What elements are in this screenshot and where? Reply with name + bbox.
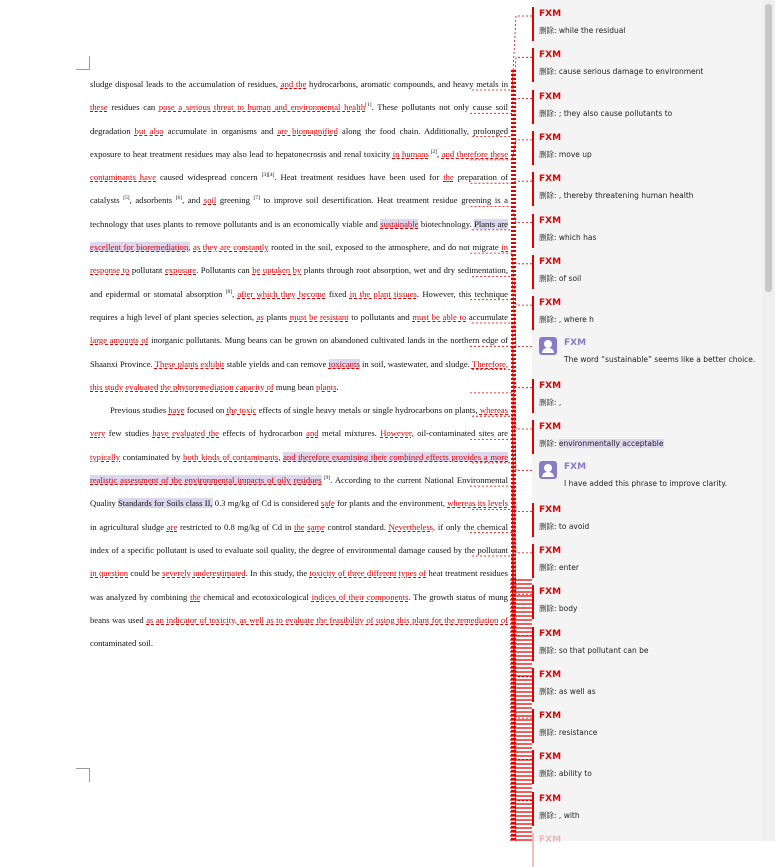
inserted-text: in the plant tissues (349, 288, 417, 299)
balloon-accent-bar (532, 172, 534, 206)
comment-text (539, 438, 664, 449)
inserted-text: have evaluated the (152, 428, 219, 439)
text-run: . Heat treatment residues have been used for (274, 172, 444, 183)
inserted-text: whereas very (90, 405, 509, 439)
text-run: pollutant (129, 265, 166, 276)
balloon-accent-bar (532, 296, 534, 330)
text-run: hydrocarbons, aromatic compounds, and heavy metals in (306, 79, 509, 89)
text-run: biotechnology. (418, 218, 475, 229)
text-run: accumulate in organisms and (163, 125, 278, 136)
comment-author: FXM (539, 174, 562, 185)
inserted-text: the toxic (226, 405, 257, 416)
citation-ref: [6] (175, 195, 183, 202)
inserted-text: as they are constantly (193, 242, 269, 253)
text-run: oil-contaminated sites are (413, 428, 508, 439)
citation-ref: [1] (365, 102, 372, 109)
deletion-label: 删除: (539, 521, 557, 531)
deleted-text: enter (558, 562, 579, 572)
text-run: contaminated by (120, 451, 184, 462)
inserted-text: in humans (392, 148, 429, 159)
comment-text (539, 521, 589, 532)
text-run: . In this study, the (245, 568, 310, 579)
comment-author: FXM (539, 215, 562, 226)
deleted-text: while the residual (558, 26, 626, 35)
text-run: focused on (184, 405, 227, 416)
deletion-label: 删除: (539, 645, 557, 655)
text-run: residues can (107, 102, 159, 113)
comment-text (539, 810, 580, 821)
inserted-text: and therefore these contaminants have (90, 148, 509, 183)
comment-text (539, 108, 672, 119)
deleted-text: ; they also cause pollutants to (558, 108, 673, 118)
inserted-text: indices of their components (311, 591, 409, 602)
comment-author: FXM (564, 338, 587, 349)
crop-mark-top-left-h (76, 69, 90, 70)
deleted-text: as well as (558, 686, 596, 696)
paragraph-2[interactable] (90, 399, 508, 655)
inserted-text: large amounts of (90, 335, 149, 346)
text-run: preparation of catalysts (90, 172, 509, 206)
inserted-text: severely underestimated (162, 568, 246, 579)
crop-mark-bottom-left-h (76, 768, 90, 769)
balloon-accent-bar (532, 750, 534, 784)
comment-text (539, 232, 596, 243)
text-run: chemical and ecotoxicological (200, 591, 312, 602)
text-run: restricted to 0.8 mg/kg of Cd in (177, 521, 295, 532)
comment-author: FXM (539, 835, 562, 845)
comment-text (539, 768, 592, 779)
comment-text (539, 397, 561, 408)
text-run: inorganic pollutants. Mung beans can be grown on abandoned cultivated lands in the northern edge of Shaanxi Province. (90, 335, 508, 369)
comment-text (539, 190, 694, 201)
comment-text (539, 273, 581, 284)
deleted-text: resistance (558, 728, 598, 738)
deletion-label: 删除: (539, 26, 557, 35)
revision-change-bar (511, 70, 516, 841)
inserted-text: the (190, 591, 201, 602)
inserted-text: and (306, 428, 319, 439)
text-run: control standard. (324, 521, 389, 532)
balloon-accent-bar (532, 544, 534, 578)
deletion-label: 删除: (539, 686, 557, 696)
deletion-label: 删除: (539, 108, 557, 118)
deleted-text: body (558, 604, 578, 614)
comment-text (539, 149, 592, 160)
deleted-text: The word “sustainable” seems like a better choice. (564, 355, 756, 365)
comment-text (539, 314, 594, 325)
deleted-text: , with (558, 810, 580, 820)
deletion-label: 删除: (539, 562, 557, 572)
text-run: . According to the current National Environmental Quality (90, 475, 508, 509)
inserted-text: be uptaken by (252, 265, 302, 276)
text-run: . The growth status of mung beans was used (90, 591, 508, 625)
inserted-text: These plants exhibit (154, 358, 225, 369)
text-run: 0.3 mg/kg of Cd is considered (212, 498, 321, 509)
text-run: metal mixtures. (318, 428, 381, 439)
deleted-text: of soil (558, 273, 582, 283)
text-run: , (437, 148, 442, 159)
comment-text (564, 479, 727, 488)
deletion-label: 删除: (539, 769, 557, 779)
balloon-accent-bar (532, 379, 534, 413)
deleted-text: environmentally acceptable (558, 439, 664, 448)
inserted-text: are biomagnified (277, 125, 338, 136)
deletion-label: 删除: (539, 149, 557, 159)
inserted-text: after which they become (237, 288, 326, 299)
deleted-text: which has (558, 232, 597, 242)
deleted-text: I have added this phrase to improve clarity. (564, 479, 728, 489)
paragraph-1[interactable] (90, 73, 508, 399)
deletion-label: 删除: (539, 67, 557, 77)
user-avatar-icon (539, 461, 557, 479)
text-run: . However, this technique requires a high level of plant species selection, (90, 288, 508, 322)
comment-author: FXM (539, 50, 562, 61)
text-run: along the food chain. Additionally, prolonged exposure to heat treatment residues may also lead to hepatonecrosis and renal toxicity (90, 125, 508, 159)
comment-author: FXM (539, 422, 562, 432)
comment-text (539, 603, 577, 614)
comment-author: FXM (539, 380, 562, 391)
text-run: Previous studies (110, 405, 169, 416)
balloon-accent-bar (532, 255, 534, 289)
text-run: , (278, 451, 284, 462)
inserted-text: safe (321, 498, 335, 509)
balloon-accent-bar (532, 627, 534, 661)
deletion-label: 删除: (539, 810, 557, 820)
text-run: Plants are (474, 218, 508, 229)
deleted-text: move up (558, 149, 592, 159)
crop-mark-bottom-left-v (89, 768, 90, 782)
comment-text (539, 25, 625, 36)
citation-ref: [2] (428, 149, 438, 156)
deletion-label: 删除: (539, 397, 557, 407)
deletion-label: 删除: (539, 191, 557, 201)
deleted-text: , (558, 397, 562, 407)
deleted-text: to avoid (558, 521, 590, 531)
text-run: to improve soil desertification. Heat treatment residue greening is a technology that uses plants to remove pollutants and is an economically viable and (90, 195, 508, 229)
inserted-text: must be resistant (289, 311, 349, 322)
comment-author: FXM (539, 9, 562, 19)
inserted-text: but also (134, 125, 164, 136)
inserted-text: Therefore, this study evaluated the phytoremediation capacity of (90, 358, 508, 392)
comment-author: FXM (539, 132, 562, 143)
inserted-text: sustainable (380, 218, 419, 229)
deletion-label: 删除: (539, 315, 557, 325)
inserted-text: pose a serious threat to human and environmental health (158, 102, 366, 113)
inserted-text: both kinds of contaminants (183, 451, 279, 462)
text-run: greening (216, 195, 254, 206)
text-run: mung bean (273, 381, 317, 392)
balloon-accent-bar (532, 7, 534, 41)
inserted-text: the (294, 521, 305, 532)
comment-author: FXM (539, 545, 562, 556)
balloon-accent-bar (532, 131, 534, 165)
text-run: contaminated soil. (90, 638, 154, 649)
inserted-text: toxicants (328, 358, 360, 369)
text-run: could be (128, 568, 163, 579)
text-run: , adsorbents (129, 195, 176, 206)
inserted-text: as an indicator of toxicity, as well as to evaluate the feasibility of using this plant for the remediation of (146, 614, 508, 625)
comment-author: FXM (539, 793, 562, 804)
balloon-accent-bar (532, 48, 534, 82)
citation-ref: [7] (253, 195, 260, 202)
inserted-text: toxicity of three different types of (309, 568, 427, 579)
comment-text (539, 645, 649, 656)
inserted-text: typically (90, 451, 121, 462)
balloon-accent-bar (532, 503, 534, 537)
comment-text (564, 355, 755, 364)
inserted-text: have (168, 405, 185, 416)
comment-text (539, 66, 703, 77)
crop-mark-top-left-v (89, 56, 90, 70)
deletion-label: 删除: (539, 604, 557, 614)
text-run: accumulate (466, 311, 508, 322)
inserted-text: are (166, 521, 178, 532)
text-run: heat treatment residues was analyzed by combining (90, 568, 508, 602)
inserted-text: exposure (165, 265, 197, 276)
citation-ref: [3][4] (261, 172, 275, 179)
scrollbar-thumb[interactable] (765, 4, 772, 292)
citation-ref: [5] (123, 195, 130, 202)
text-run: if only the chemical index of a specific pollutant is used to evaluate soil quality, the degree of environmental damage caused by the pollutant (90, 521, 508, 555)
comment-text (539, 686, 596, 697)
inserted-text: the (443, 172, 454, 183)
balloon-accent-bar (532, 833, 534, 867)
comment-author: FXM (539, 256, 562, 267)
comment-author: FXM (539, 752, 562, 763)
balloon-accent-bar (532, 214, 534, 248)
text-run: . (336, 381, 339, 392)
inserted-text: same (307, 521, 325, 532)
deleted-text: , where h (558, 315, 594, 325)
inserted-text: these (90, 102, 108, 113)
text-run: stable yields and can remove (224, 358, 329, 369)
inserted-text: soil (203, 195, 217, 206)
comment-author: FXM (539, 298, 562, 309)
comment-author: FXM (539, 711, 562, 722)
text-run: in agricultural sludge (90, 521, 167, 532)
deleted-text: ability to (558, 769, 592, 779)
balloon-accent-bar (532, 792, 534, 826)
deletion-label: 删除: (539, 232, 557, 242)
deleted-text: , thereby threatening human health (558, 191, 694, 201)
text-run: fixed (325, 288, 350, 299)
text-run: . Pollutants can (196, 265, 253, 276)
comment-author: FXM (539, 91, 562, 102)
text-run: Standards for Soils class II, (118, 498, 213, 509)
inserted-text: and the (280, 79, 307, 89)
comment-text (539, 727, 597, 738)
deletion-label: 删除: (539, 439, 557, 448)
deleted-text: cause serious damage to environment (558, 67, 704, 77)
balloon-accent-bar (532, 420, 534, 454)
text-run: effects of hydrocarbon (219, 428, 307, 439)
balloon-accent-bar (532, 668, 534, 702)
user-avatar-icon (539, 337, 557, 355)
text-run: sludge disposal leads to the accumulation of residues, (90, 79, 281, 89)
citation-ref: [8] (225, 288, 233, 295)
comment-author: FXM (564, 462, 587, 473)
text-run: in soil, wastewater, and sludge. (359, 358, 472, 369)
text-run: to pollutants and (348, 311, 413, 322)
balloon-accent-bar (532, 585, 534, 619)
deleted-text: so that pollutant can be (558, 645, 649, 655)
comment-author: FXM (539, 504, 562, 515)
balloon-accent-bar (532, 709, 534, 743)
comment-text (539, 562, 579, 573)
inserted-text: as (256, 311, 264, 322)
text-run: for plants and the environment, (334, 498, 448, 509)
comment-author: FXM (539, 669, 562, 680)
text-run: plants (263, 311, 290, 322)
document-body[interactable] (90, 73, 508, 655)
revision-pane[interactable] (532, 0, 762, 845)
deletion-label: 删除: (539, 273, 557, 283)
text-run: . These pollutants not only cause soil degradation (90, 102, 508, 136)
text-run: , and (182, 195, 204, 206)
text-run: , (232, 288, 238, 299)
comment-author: FXM (539, 587, 562, 598)
text-run: caused widespread concern (156, 172, 262, 183)
inserted-text: Nevertheless, (388, 521, 436, 532)
text-run: plants through root absorption, wet and dry sedimentation, and epidermal or stomatal absorption (90, 265, 508, 299)
inserted-text: plants (316, 381, 337, 392)
comment-author: FXM (539, 628, 562, 639)
inserted-text: must be able to (412, 311, 467, 322)
inserted-text: excellent for bioremediation, (90, 242, 191, 253)
balloon-accent-bar (532, 90, 534, 124)
text-run: effects of single heavy metals or single hydrocarbons on plants, (256, 405, 480, 416)
inserted-text: in response to (90, 242, 509, 276)
inserted-text: whereas its levels (447, 498, 508, 509)
text-run: rooted in the soil, exposed to the atmosphere, and do not migrate (268, 242, 502, 253)
inserted-text: in question (90, 568, 129, 579)
vertical-scrollbar[interactable] (762, 0, 775, 841)
text-run: few studies (105, 428, 153, 439)
deletion-label: 删除: (539, 728, 557, 738)
citation-ref: [9] (321, 475, 331, 482)
inserted-text: However, (380, 428, 414, 439)
inserted-text: and therefore examining their combined effects provides a more realistic assessment of the environmental impacts of oily residues (90, 451, 509, 486)
